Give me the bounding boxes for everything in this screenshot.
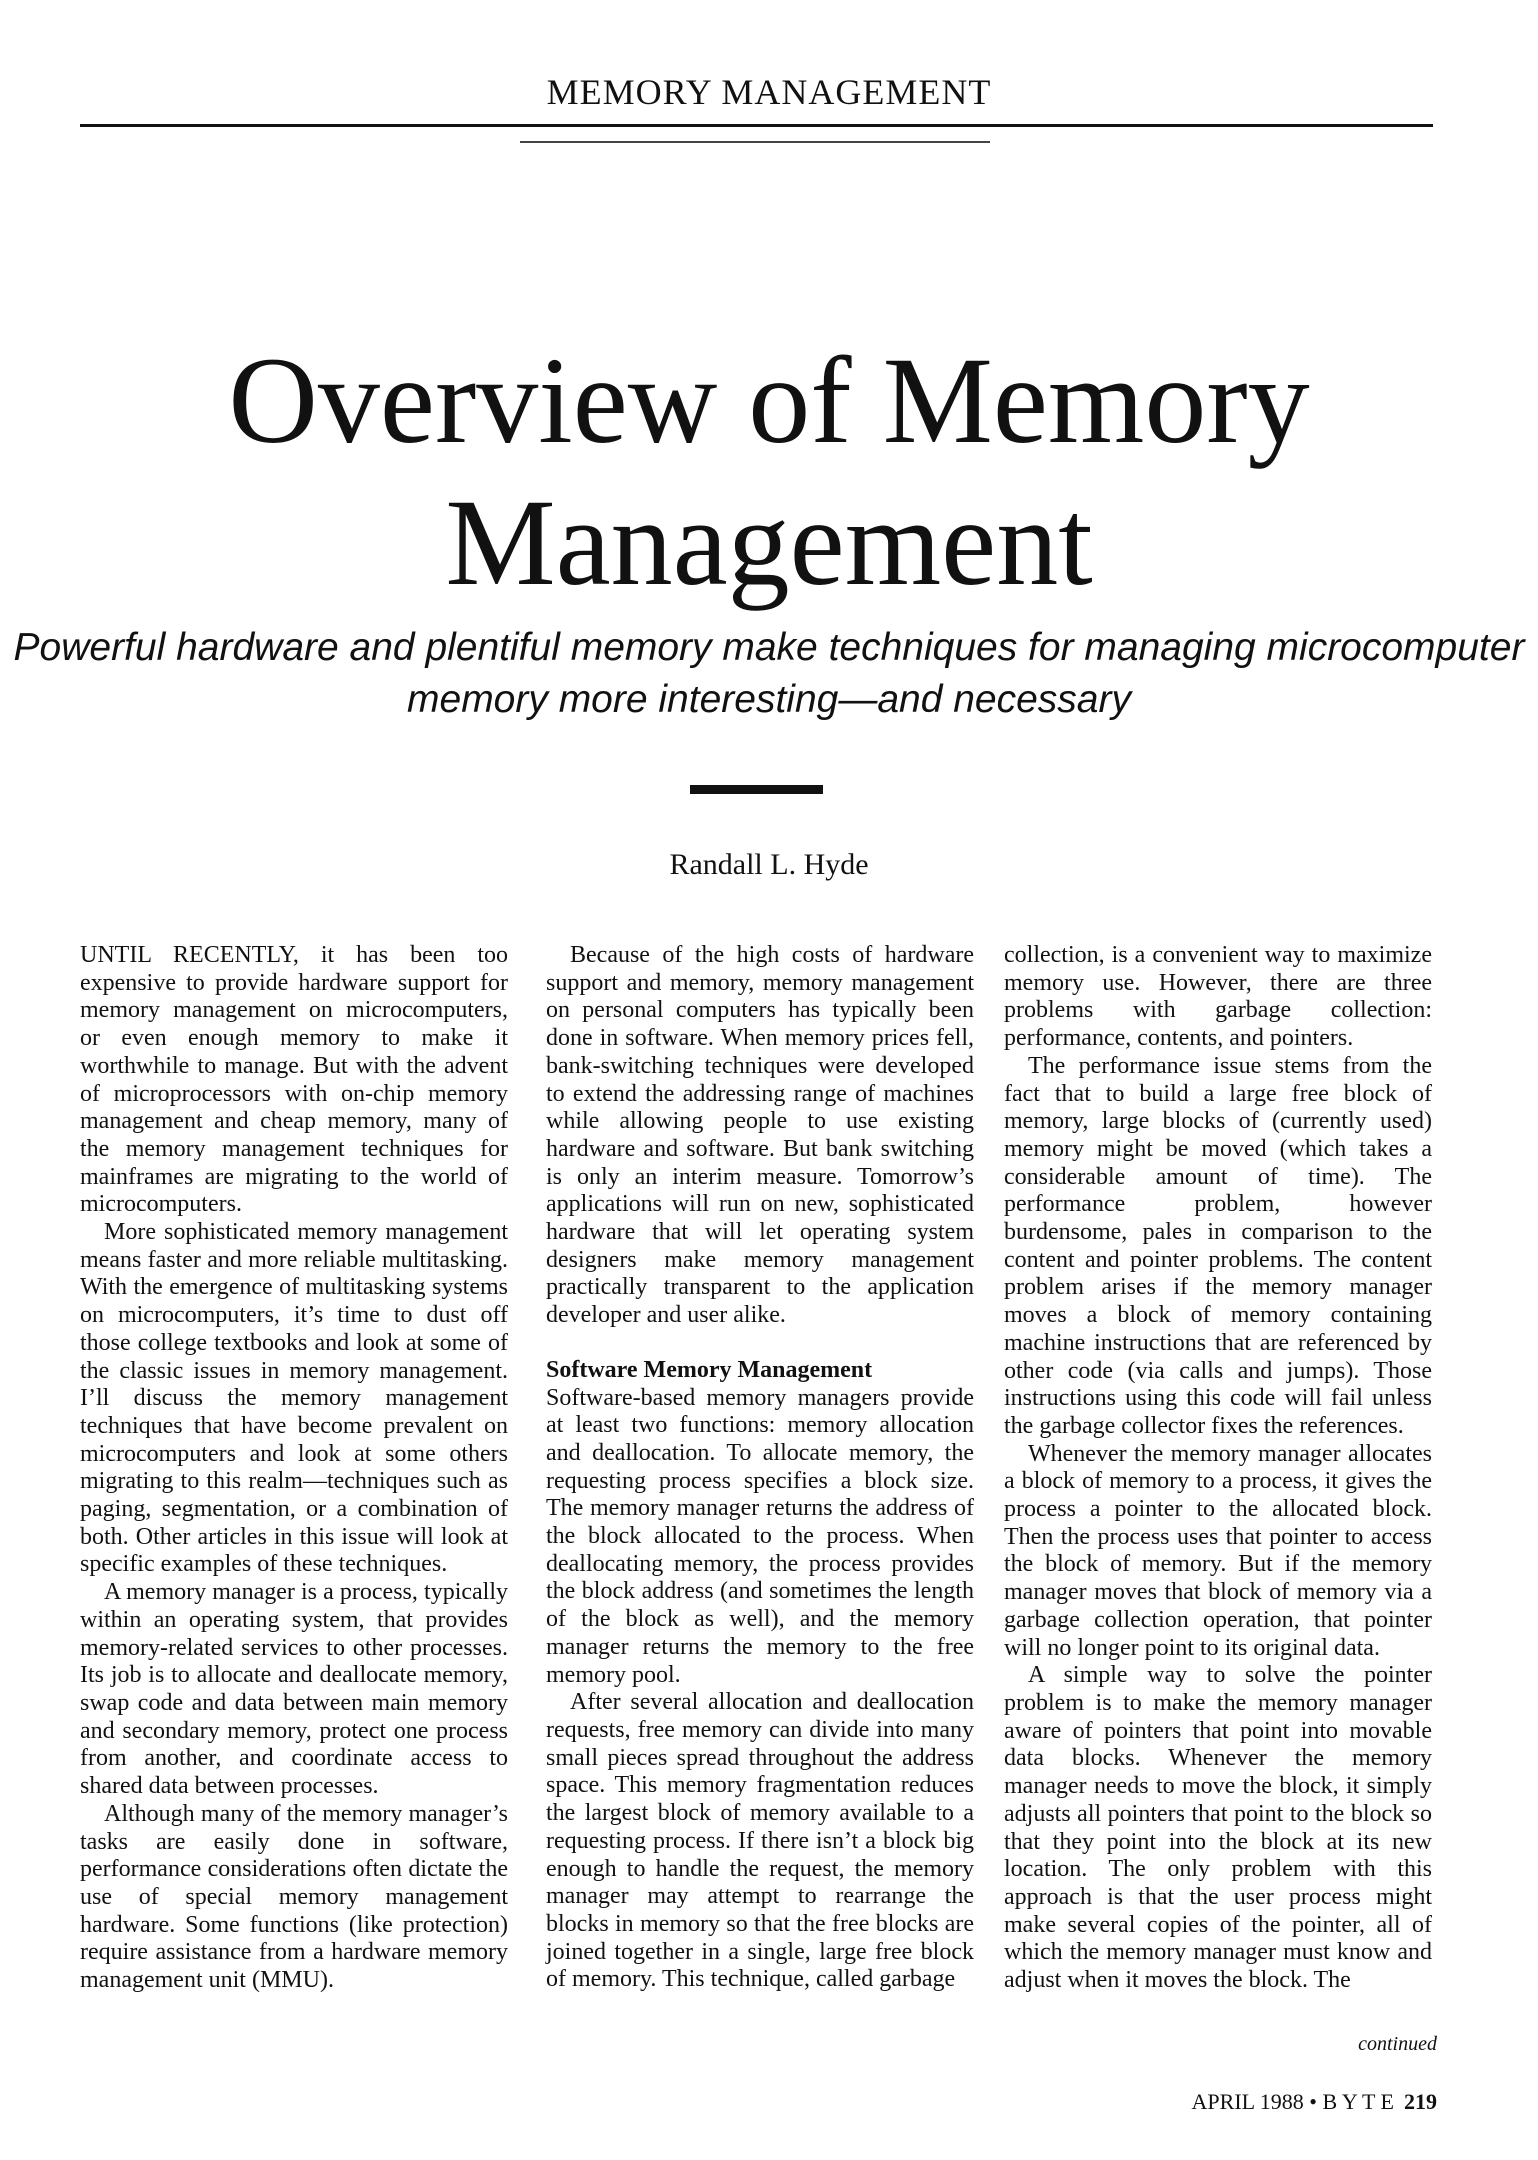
- running-head: MEMORY MANAGEMENT: [546, 72, 992, 112]
- section-heading: Software Memory Management: [546, 1356, 873, 1383]
- paragraph: collection, is a convenient way to maximize memory use. However, there are three problems with garbage collection: performance, contents, and pointers.: [1004, 942, 1432, 1052]
- paragraph: UNTIL RECENTLY, it has been too expensive to provide hardware support for memory management on microcomputers, or even enough memory to make it worthwhile to manage. But with the advent of microprocessors with on-chip memory management and cheap memory, many of the memory management techniques for mainframes are migrating to the world of microcomputers.: [80, 942, 508, 1218]
- text-column-1: [80, 942, 508, 1995]
- paragraph: Although many of the memory manager’s tasks are easily done in software, performance considerations often dictate the use of special memory management hardware. Some functions (like protection) require assistance from a hardware memory management unit (MMU).: [80, 1800, 508, 1994]
- page-footer: [1060, 2091, 1437, 2113]
- paragraph: Software-based memory managers provide at least two functions: memory allocation and deallocation. To allocate memory, the requesting process specifies a block size. The memory manager returns the address of the block allocated to the process. When deallocating memory, the process provides the block address (and sometimes the length of the block as well), and the memory manager returns the memory to the free memory pool.: [546, 1384, 974, 1688]
- footer-date-magazine: APRIL 1988 • B Y T E: [1191, 2089, 1394, 2114]
- header-subrule: [520, 141, 990, 143]
- paragraph: Because of the high costs of hardware support and memory, memory management on personal computers has typically been done in software. When memory prices fell, bank-switching techniques were developed to extend the addressing range of machines while allowing people to use existing hardware and software. But bank switching is only an interim measure. Tomorrow’s applications will run on new, sophisticated hardware that will let operating system designers make memory management practically transparent to the application developer and user alike.: [546, 942, 974, 1329]
- paragraph: A simple way to solve the pointer problem is to make the memory manager aware of pointers that point into movable data blocks. Whenever the memory manager needs to move the block, it simply adjusts all pointers that point to the block so that they point into the block at its new location. The only problem with this approach is that the user process might make several copies of the pointer, all of which the memory manager must know and adjust when it moves the block. The: [1004, 1662, 1432, 1994]
- header-rule: [80, 124, 1433, 127]
- continued-marker: continued: [1358, 2033, 1437, 2055]
- page-number: 219: [1404, 2089, 1437, 2114]
- text-column-3: [1004, 942, 1432, 1995]
- paragraph: More sophisticated memory management means faster and more reliable multitasking. With the emergence of multitasking systems on microcomputers, it’s time to dust off those college textbooks and look at some of the classic issues in memory management. I’ll discuss the memory management techniques that have become prevalent on microcomputers and look at some others migrating to this realm—techniques such as paging, segmentation, or a combination of both. Other articles in this issue will look at specific examples of these techniques.: [80, 1219, 508, 1578]
- paragraph: Whenever the memory manager allocates a block of memory to a process, it gives the process a pointer to the allocated block. Then the process uses that pointer to access the block of memory. But if the memory manager moves that block of memory via a garbage collection operation, that pointer will no longer point to its original data.: [1004, 1440, 1432, 1661]
- title-separator-rule: [690, 785, 823, 794]
- paragraph: After several allocation and deallocation requests, free memory can divide into many small pieces spread throughout the address space. This memory fragmentation reduces the largest block of memory available to a requesting process. If there isn’t a block big enough to handle the request, the memory manager may attempt to rearrange the blocks in memory so that the free blocks are joined together in a single, large free block of memory. This technique, called garbage: [546, 1689, 974, 1993]
- text-column-2: [546, 942, 974, 1994]
- article-title: Overview of Memory Management: [228, 332, 1310, 611]
- paragraph: The performance issue stems from the fact that to build a large free block of memory, large blocks of (currently used) memory might be moved (which takes a considerable amount of time). The performance problem, however burdensome, pales in comparison to the content and pointer problems. The content problem arises if the memory manager moves a block of memory containing machine instructions that are referenced by other code (via calls and jumps). Those instructions using this code will fail unless the garbage collector fixes the references.: [1004, 1052, 1432, 1439]
- article-deck: Powerful hardware and plentiful memory make techniques for managing microcomputer memory more interesting—and necessary: [13, 626, 1525, 721]
- paragraph: A memory manager is a process, typically within an operating system, that provides memory-related services to other processes. Its job is to allocate and deallocate memory, swap code and data between main memory and secondary memory, protect one process from another, and coordinate access to shared data between processes.: [80, 1579, 508, 1800]
- author-byline: Randall L. Hyde: [669, 848, 869, 881]
